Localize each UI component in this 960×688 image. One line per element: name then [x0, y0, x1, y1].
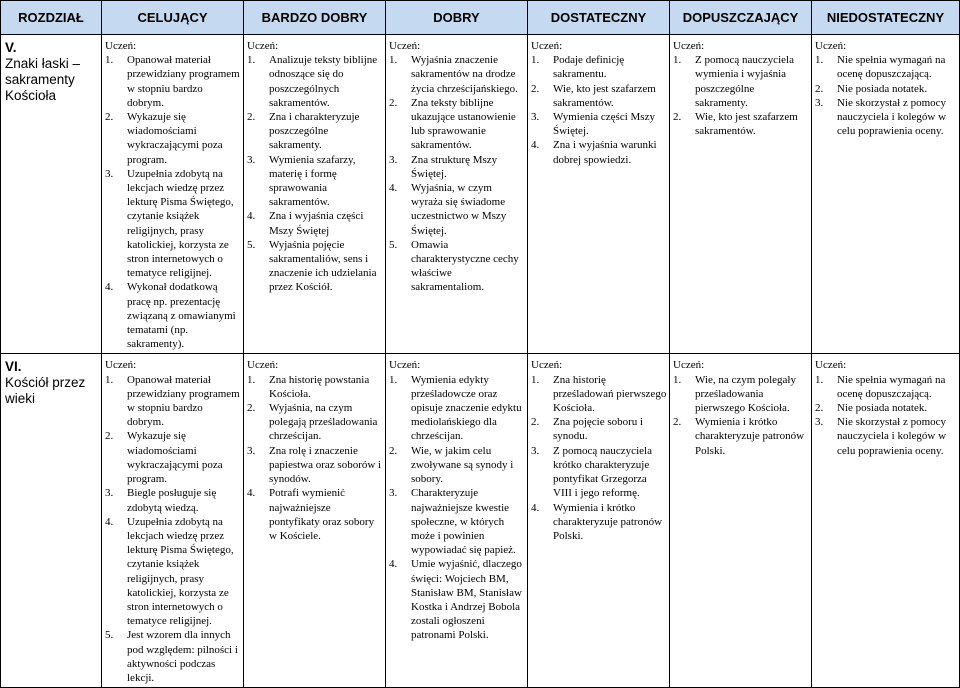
- requirement-item: [105, 486, 241, 514]
- requirement-item: [105, 110, 241, 167]
- grade-cell-dostateczny: [528, 35, 670, 354]
- header-celujacy: CELUJĄCY: [102, 1, 244, 35]
- requirement-item: [247, 373, 383, 401]
- uczen-label: Uczeń:: [531, 40, 563, 52]
- item-text: Wie, kto jest szafarzem sakramentów.: [553, 82, 656, 109]
- item-text: Opanował materiał przewidziany programem w stopniu bardzo dobrym.: [127, 54, 240, 109]
- requirement-item: [389, 238, 525, 295]
- uczen-label: Uczeń:: [389, 359, 421, 372]
- item-text: Z pomocą nauczyciela wymienia i wyjaśnia poszczególne sakramenty.: [695, 54, 794, 109]
- item-text: Zna teksty biblijne ukazujące ustanowienie lub sprawowanie sakramentów.: [411, 96, 516, 152]
- item-text: Zna i wyjaśnia części Mszy Świętej: [269, 210, 364, 237]
- item-text: Wymienia i krótko charakteryzuje patronów Polski.: [553, 501, 663, 542]
- requirement-list: [531, 53, 667, 167]
- item-number: 1.: [247, 54, 256, 67]
- requirement-list: [815, 53, 957, 138]
- item-number: 4.: [531, 139, 540, 152]
- section-title: Kościół przez wieki: [5, 375, 86, 407]
- item-text: Potrafi wymienić najważniejsze pontyfikaty oraz sobory w Kościele.: [269, 487, 375, 542]
- requirement-list: [105, 53, 241, 351]
- requirement-item: [389, 153, 525, 181]
- item-number: 3.: [247, 444, 256, 457]
- item-text: Nie posiada notatek.: [837, 402, 928, 415]
- item-text: Wymienia i krótko charakteryzuje patronów Polski.: [695, 416, 805, 457]
- item-text: Wymienia edykty prześladowcze oraz opisuje znaczenie edyktu mediolańskiego dla chrześcijan.: [411, 373, 522, 443]
- grade-cell-dopuszczajacy: [670, 354, 812, 688]
- item-text: Wyjaśnia znaczenie sakramentów na drodze życia chrześcijańskiego.: [411, 54, 518, 95]
- requirement-item: [389, 96, 525, 153]
- item-number: 4.: [105, 281, 114, 294]
- item-number: 1.: [815, 54, 824, 67]
- item-number: 4.: [389, 558, 398, 571]
- table-row: [1, 354, 960, 688]
- item-number: 2.: [247, 402, 256, 415]
- uczen-label: Uczeń:: [247, 40, 279, 52]
- requirement-item: [531, 444, 667, 501]
- header-dostateczny: DOSTATECZNY: [528, 1, 670, 35]
- requirement-item: [673, 373, 809, 416]
- requirement-item: [247, 444, 383, 487]
- requirement-item: [673, 415, 809, 458]
- item-number: 2.: [531, 416, 540, 429]
- item-number: 3.: [389, 153, 398, 166]
- item-number: 3.: [105, 167, 114, 180]
- item-text: Opanował materiał przewidziany programem w stopniu bardzo dobrym.: [127, 373, 240, 429]
- grade-cell-dostateczny: [528, 354, 670, 688]
- item-number: 2.: [815, 82, 824, 95]
- section-title: Znaki łaski – sakramenty Kościoła: [5, 56, 81, 103]
- requirement-list: [105, 373, 241, 685]
- item-text: Umie wyjaśnić, dlaczego święci: Wojciech BM, Stanisław BM, Stanisław Kostka i Andrzej Bobola zostali ogłoszeni patronami Polski.: [411, 558, 522, 642]
- requirement-list: [389, 373, 525, 643]
- item-text: Zna i wyjaśnia warunki dobrej spowiedzi.: [553, 139, 657, 166]
- section-cell: [1, 35, 102, 354]
- item-text: Analizuje teksty biblijne odnoszące się do poszczególnych sakramentów.: [269, 54, 378, 109]
- item-text: Wyjaśnia pojęcie sakramentaliów, sens i znaczenie ich udzielania przez Kościół.: [269, 238, 377, 294]
- item-number: 3.: [531, 444, 540, 457]
- section-number: V.: [5, 40, 17, 55]
- grade-cell-dobry: [386, 35, 528, 354]
- item-text: Biegle posługuje się zdobytą wiedzą.: [127, 487, 217, 514]
- item-text: Zna historię powstania Kościoła.: [269, 373, 370, 400]
- item-text: Omawia charakterystyczne cechy właściwe sakramentaliom.: [411, 238, 519, 294]
- item-text: Zna strukturę Mszy Świętej.: [411, 153, 498, 180]
- requirement-list: [815, 373, 957, 458]
- item-text: Zna rolę i znaczenie papiestwa oraz soborów i synodów.: [269, 444, 382, 486]
- item-number: 3.: [247, 153, 256, 166]
- requirement-item: [815, 373, 957, 401]
- item-number: 5.: [247, 238, 256, 251]
- item-text: Wykazuje się wiadomościami wykraczającymi poza program.: [127, 111, 223, 166]
- item-number: 4.: [247, 210, 256, 223]
- item-text: Nie posiada notatek.: [837, 82, 928, 95]
- requirement-item: [389, 486, 525, 557]
- item-number: 3.: [105, 487, 114, 500]
- grade-cell-bardzo-dobry: [244, 354, 386, 688]
- item-number: 4.: [247, 487, 256, 500]
- uczen-label: Uczeń:: [105, 359, 137, 372]
- item-text: Wie, w jakim celu zwoływane są synody i sobory.: [411, 444, 514, 486]
- item-number: 3.: [815, 96, 824, 109]
- requirement-item: [389, 373, 525, 444]
- item-text: Podaje definicję sakramentu.: [553, 54, 625, 81]
- item-number: 1.: [389, 373, 398, 386]
- item-text: Zna historię prześladowań pierwszego Kościoła.: [553, 373, 667, 415]
- grade-cell-niedostateczny: [812, 35, 960, 354]
- grade-cell-niedostateczny: [812, 354, 960, 688]
- requirement-item: [815, 53, 957, 81]
- requirement-item: [815, 401, 957, 415]
- item-number: 4.: [105, 515, 114, 528]
- requirement-item: [105, 515, 241, 629]
- uczen-label: Uczeń:: [673, 359, 705, 372]
- grade-cell-celujacy: [102, 354, 244, 688]
- item-text: Wyjaśnia, w czym wyraża się świadome uczestnictwo w Mszy Świętej.: [411, 182, 507, 237]
- requirement-item: [815, 415, 957, 458]
- item-text: Nie skorzystał z pomocy nauczyciela i kolegów w celu poprawienia oceny.: [837, 416, 947, 457]
- item-number: 1.: [673, 54, 682, 67]
- item-text: Wykazuje się wiadomościami wykraczającymi poza program.: [127, 430, 223, 486]
- header-dobry: DOBRY: [386, 1, 528, 35]
- table-row: [1, 35, 960, 354]
- item-number: 2.: [247, 111, 256, 124]
- requirement-item: [105, 628, 241, 685]
- item-text: Nie spełnia wymagań na ocenę dopuszczającą.: [837, 373, 946, 400]
- item-number: 1.: [105, 373, 114, 386]
- section-cell: [1, 354, 102, 688]
- item-text: Jest wzorem dla innych pod względem: pilności i aktywności podczas lekcji.: [127, 629, 238, 684]
- requirement-item: [105, 373, 241, 430]
- requirement-item: [105, 167, 241, 281]
- item-number: 5.: [389, 238, 398, 251]
- item-number: 3.: [389, 487, 398, 500]
- item-number: 2.: [105, 430, 114, 443]
- item-number: 1.: [389, 54, 398, 67]
- header-rozdzial: ROZDZIAŁ: [1, 1, 102, 35]
- requirement-item: [815, 96, 957, 139]
- requirement-list: [531, 373, 667, 543]
- item-number: 1.: [815, 373, 824, 386]
- item-text: Uzupełnia zdobytą na lekcjach wiedzę przez lekturę Pisma Świętego, czytanie książek religijnych, prasy katolickiej, korzysta ze stron internetowych o tematyce religijnej.: [127, 167, 234, 280]
- requirement-item: [389, 557, 525, 642]
- requirement-item: [247, 53, 383, 110]
- item-text: Uzupełnia zdobytą na lekcjach wiedzę przez lekturę Pisma Świętego, czytanie książek religijnych, prasy katolickiej, korzysta ze stron internetowych o tematyce religijnej.: [127, 515, 234, 628]
- item-number: 1.: [531, 54, 540, 67]
- requirement-list: [673, 373, 809, 458]
- requirement-item: [531, 501, 667, 544]
- item-number: 4.: [531, 501, 540, 514]
- requirement-item: [247, 209, 383, 237]
- item-number: 2.: [531, 82, 540, 95]
- item-number: 1.: [105, 54, 114, 67]
- item-number: 3.: [815, 416, 824, 429]
- item-number: 2.: [389, 444, 398, 457]
- header-niedostateczny: NIEDOSTATECZNY: [812, 1, 960, 35]
- item-text: Charakteryzuje najważniejsze kwestie społeczne, w których może i powinien wypowiadać się papież.: [411, 487, 516, 557]
- requirement-list: [389, 53, 525, 294]
- item-text: Nie skorzystał z pomocy nauczyciela i kolegów w celu poprawienia oceny.: [837, 96, 947, 138]
- requirement-item: [531, 82, 667, 110]
- item-text: Wymienia szafarzy, materię i formę sprawowania sakramentów.: [269, 153, 356, 209]
- requirement-item: [105, 53, 241, 110]
- requirement-item: [815, 82, 957, 96]
- item-number: 2.: [389, 96, 398, 109]
- requirement-item: [531, 53, 667, 81]
- requirement-item: [247, 238, 383, 295]
- item-number: 1.: [247, 373, 256, 386]
- requirement-item: [389, 53, 525, 96]
- requirement-item: [247, 153, 383, 210]
- item-number: 2.: [673, 111, 682, 124]
- item-number: 1.: [531, 373, 540, 386]
- requirement-item: [105, 429, 241, 486]
- uczen-label: Uczeń:: [105, 40, 137, 52]
- item-text: Wymienia części Mszy Świętej.: [553, 111, 655, 138]
- requirement-item: [105, 280, 241, 351]
- item-number: 2.: [673, 416, 682, 429]
- section-number: VI.: [5, 359, 22, 375]
- requirement-item: [247, 110, 383, 153]
- requirement-list: [247, 53, 383, 294]
- grade-cell-dopuszczajacy: [670, 35, 812, 354]
- item-text: Wykonał dodatkową pracę np. prezentację związaną z omawianymi tematami (np. sakramenty).: [127, 281, 236, 351]
- grade-cell-celujacy: [102, 35, 244, 354]
- header-row: [1, 1, 960, 35]
- requirement-list: [673, 53, 809, 138]
- item-text: Zna pojęcie soboru i synodu.: [553, 416, 644, 443]
- item-number: 4.: [389, 182, 398, 195]
- requirement-item: [389, 181, 525, 238]
- uczen-label: Uczeń:: [389, 40, 421, 52]
- grade-cell-dobry: [386, 354, 528, 688]
- requirement-item: [247, 486, 383, 543]
- uczen-label: Uczeń:: [815, 359, 847, 372]
- requirement-item: [389, 444, 525, 487]
- item-number: 2.: [815, 402, 824, 415]
- item-number: 5.: [105, 629, 114, 642]
- uczen-label: Uczeń:: [815, 40, 847, 52]
- header-bardzo-dobry: BARDZO DOBRY: [244, 1, 386, 35]
- uczen-label: Uczeń:: [531, 359, 563, 372]
- requirement-list: [247, 373, 383, 543]
- item-text: Nie spełnia wymagań na ocenę dopuszczającą.: [837, 54, 946, 81]
- item-number: 2.: [105, 111, 114, 124]
- requirement-item: [673, 53, 809, 110]
- item-text: Wyjaśnia, na czym polegają prześladowania chrześcijan.: [269, 402, 378, 443]
- requirement-item: [531, 373, 667, 416]
- requirement-item: [531, 415, 667, 443]
- requirement-item: [247, 401, 383, 444]
- item-text: Z pomocą nauczyciela krótko charakteryzuje pontyfikat Grzegorza VIII i jego reformę.: [553, 444, 652, 500]
- uczen-label: Uczeń:: [247, 359, 279, 372]
- grade-cell-bardzo-dobry: [244, 35, 386, 354]
- uczen-label: Uczeń:: [673, 40, 705, 52]
- item-text: Zna i charakteryzuje poszczególne sakramenty.: [269, 111, 360, 152]
- requirement-item: [531, 138, 667, 166]
- requirement-item: [531, 110, 667, 138]
- item-text: Wie, kto jest szafarzem sakramentów.: [695, 111, 798, 138]
- requirement-item: [673, 110, 809, 138]
- item-number: 3.: [531, 111, 540, 124]
- item-text: Wie, na czym polegały prześladowania pierwszego Kościoła.: [695, 373, 796, 415]
- item-number: 1.: [673, 373, 682, 386]
- header-dopuszczajacy: DOPUSZCZAJĄCY: [670, 1, 812, 35]
